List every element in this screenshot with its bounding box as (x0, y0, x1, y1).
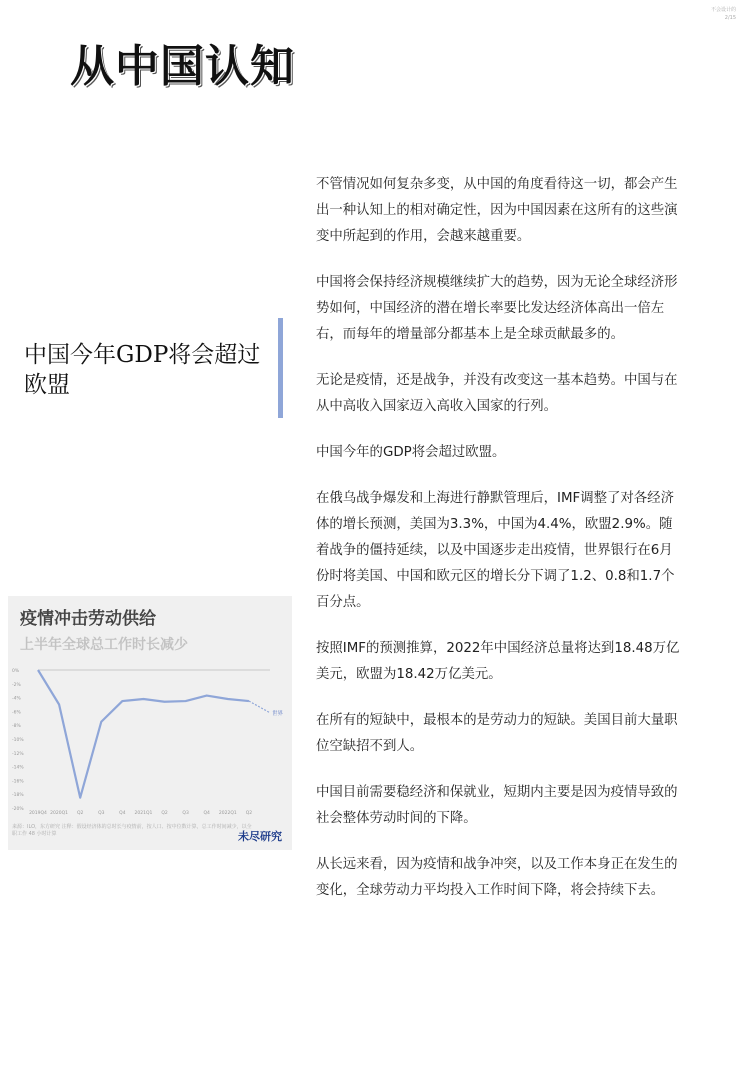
y-tick-label: -18% (12, 793, 24, 799)
x-tick-label: Q3 (98, 811, 105, 816)
chart-title: 疫情冲击劳动供给 (20, 609, 156, 629)
x-tick-label: Q2 (245, 811, 253, 816)
y-tick-label: 0% (12, 669, 20, 674)
paragraph: 不管情况如何复杂多变，从中国的角度看待这一切，都会产生出一种认知上的相对确定性，因为中国因素在这所有的这些演变中所起到的作用，会越来越重要。 (316, 177, 678, 244)
series-line-world-projection (249, 701, 270, 713)
paragraph: 中国将会保持经济规模继续扩大的趋势，因为无论全球经济形势如何，中国经济的潜在增长率要比发达经济体高出一倍左右，而每年的增量部分都基本上是全球贡献最多的。 (316, 275, 678, 342)
y-tick-label: -4% (12, 696, 21, 702)
chart-figure (8, 596, 292, 850)
chart-source-note: 来源：ILO，东方研究 注释：假设经济体的总时长与疫情前，按人口、按中位数计算，总工作时间减少，以全职工作 48 小时计算 (12, 824, 252, 837)
paragraph: 中国目前需要稳经济和保就业，短期内主要是因为疫情导致的社会整体劳动时间的下降。 (316, 785, 678, 826)
series-label-world: 世界 (272, 710, 284, 717)
x-tick-label: Q3 (182, 811, 189, 816)
y-tick-label: -12% (12, 751, 24, 757)
x-tick-label: 2020Q1 (50, 811, 69, 816)
corner-line-1: 不会设计的 (710, 7, 736, 13)
paragraph: 从长远来看，因为疫情和战争冲突，以及工作本身正在发生的变化，全球劳动力平均投入工作时间下降，将会持续下去。 (316, 857, 678, 898)
page-corner-note (711, 6, 736, 22)
chart-plot (8, 660, 292, 830)
x-tick-label: Q4 (203, 811, 210, 816)
paragraph: 无论是疫情，还是战争，并没有改变这一基本趋势。中国与在从中高收入国家迈入高收入国家的行列。 (316, 373, 678, 414)
chart-brand-logo: 未尽研究 (238, 830, 282, 843)
pull-quote-bar (278, 318, 283, 418)
y-tick-label: -16% (12, 779, 24, 785)
page-title: 从中国认知 (70, 41, 295, 92)
x-tick-label: Q2 (161, 811, 168, 816)
x-tick-label: Q4 (119, 811, 126, 816)
paragraph: 在所有的短缺中，最根本的是劳动力的短缺。美国目前大量职位空缺招不到人。 (316, 713, 678, 754)
paragraph: 按照IMF的预测推算，2022年中国经济总量将达到18.48万亿美元，欧盟为18.42万亿美元。 (316, 641, 680, 682)
y-tick-label: -10% (12, 738, 24, 743)
y-tick-label: -8% (12, 724, 21, 730)
x-tick-label: Q2 (76, 811, 84, 816)
chart-subtitle: 上半年全球总工作时长减少 (20, 637, 188, 653)
y-tick-label: -6% (12, 710, 21, 716)
paragraph: 在俄乌战争爆发和上海进行静默管理后，IMF调整了对各经济体的增长预测，美国为3.3%，中国为4.4%，欧盟2.9%。随着战争的僵持延续，以及中国逐步走出疫情，世界银行在6月份时将美国、中国和欧元区的增长分下调了1.2、0.8和1.7个百分点。 (316, 491, 675, 610)
article-body (316, 172, 684, 924)
paragraph: 中国今年的GDP将会超过欧盟。 (316, 445, 506, 460)
corner-line-2: 2/15 (724, 15, 736, 21)
x-tick-label: 2019Q4 (29, 811, 47, 816)
x-tick-label: 2021Q1 (134, 811, 153, 816)
y-tick-label: -14% (12, 765, 24, 771)
y-tick-label: -2% (12, 682, 21, 688)
y-tick-label: -20% (12, 807, 24, 812)
pull-quote: 中国今年GDP将会超过欧盟 (24, 342, 261, 398)
x-tick-label: 2022Q1 (218, 811, 237, 816)
series-line-world (38, 670, 249, 798)
